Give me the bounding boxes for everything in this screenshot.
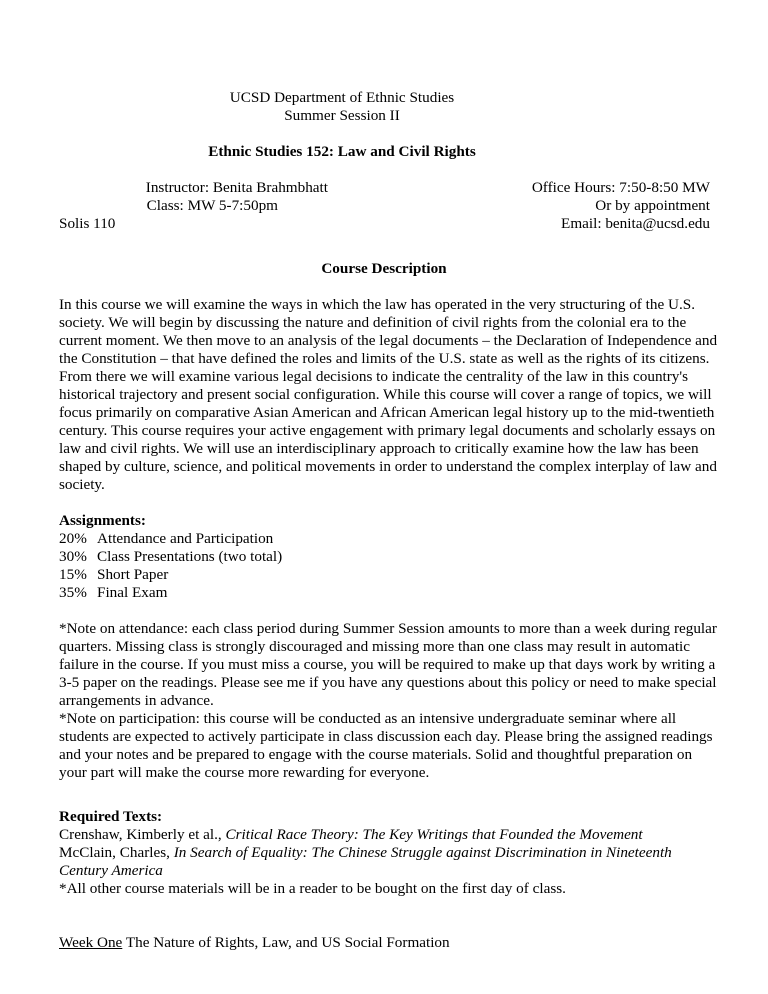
description-heading: Course Description (321, 260, 447, 277)
assignments-heading: Assignments: (59, 512, 146, 529)
assignment-percent: 20% (59, 530, 87, 547)
description-paragraph (59, 296, 719, 494)
book-title: Critical Race Theory: The Key Writings that Founded the Movement (225, 826, 643, 843)
appointment-line: Or by appointment (595, 197, 710, 214)
assignment-label: Attendance and Participation (97, 530, 274, 547)
assignment-item (59, 548, 719, 566)
assignment-label: Final Exam (97, 584, 168, 601)
assignment-percent: 35% (59, 584, 87, 601)
class-time-line: Class: MW 5-7:50pm (146, 197, 278, 214)
week-topic: The Nature of Rights, Law, and US Social Formation (122, 934, 450, 951)
assignment-label: Short Paper (97, 566, 169, 583)
book-author: McClain, Charles, (59, 844, 174, 861)
session-name: Summer Session II (284, 107, 400, 124)
week-label: Week One (59, 934, 123, 951)
notes-section (59, 620, 719, 782)
course-title: Ethnic Studies 152: Law and Civil Rights (208, 143, 476, 160)
attendance-note: *Note on attendance: each class period during Summer Session amounts to more than a week during regular quarters. Missing class is strongly discouraged and missing more than one class may result in automatic failure in the course. If you must miss a course, you will be required to make up that days work by writing a 3-5 paper on the readings. Please see me if you have any questions about this policy or need to make special arrangements in advance. (59, 620, 717, 709)
assignment-percent: 30% (59, 548, 87, 565)
assignment-label: Class Presentations (two total) (97, 548, 283, 565)
assignment-item (59, 584, 719, 602)
assignments-section (59, 512, 719, 602)
department-name: UCSD Department of Ethnic Studies (229, 89, 455, 106)
instructor-line: Instructor: Benita Brahmbhatt (145, 179, 328, 196)
assignment-item (59, 566, 719, 584)
required-texts-section (59, 808, 719, 898)
assignment-item (59, 530, 719, 548)
book-entry (59, 826, 719, 844)
reader-note: *All other course materials will be in a reader to be bought on the first day of class. (59, 880, 566, 897)
required-texts-heading: Required Texts: (59, 808, 163, 825)
assignment-percent: 15% (59, 566, 87, 583)
email-line: Email: benita@ucsd.edu (561, 215, 710, 232)
book-entry (59, 844, 719, 880)
office-hours-line: Office Hours: 7:50-8:50 MW (531, 179, 710, 196)
book-title: In Search of Equality: The Chinese Struggle against Discrimination in Nineteenth Century America (59, 844, 672, 879)
participation-note: *Note on participation: this course will be conducted as an intensive undergraduate seminar where all students are expected to actively participate in class discussion each day. Please bring the assigned readings and your notes and be prepared to engage with the course materials. Solid and thoughtful preparation on your part will make the course more rewarding for everyone. (59, 710, 713, 781)
book-author: Crenshaw, Kimberly et al., (59, 826, 226, 843)
room-line: Solis 110 (59, 215, 116, 232)
description-text: In this course we will examine the ways in which the law has operated in the very structuring of the U.S. society. We will begin by discussing the nature and definition of civil rights from the colonial era to the current moment. We then move to an analysis of the legal documents – the Declaration of Independence and the Constitution – that have defined the roles and limits of the U.S. state as well as the rights of its citizens. From there we will examine various legal decisions to indicate the centrality of the law in this country's historical trajectory and present social configuration. While this course will cover a range of topics, we will focus primarily on comparative Asian American and African American legal history up to the mid-twentieth century. This course requires your active engagement with primary legal documents and scholarly essays on law and civil rights. We will use an interdisciplinary approach to critically examine how the law has been shaped by culture, science, and political movements in order to understand the complex interplay of law and society. (59, 296, 718, 493)
week-one-line (59, 934, 450, 952)
